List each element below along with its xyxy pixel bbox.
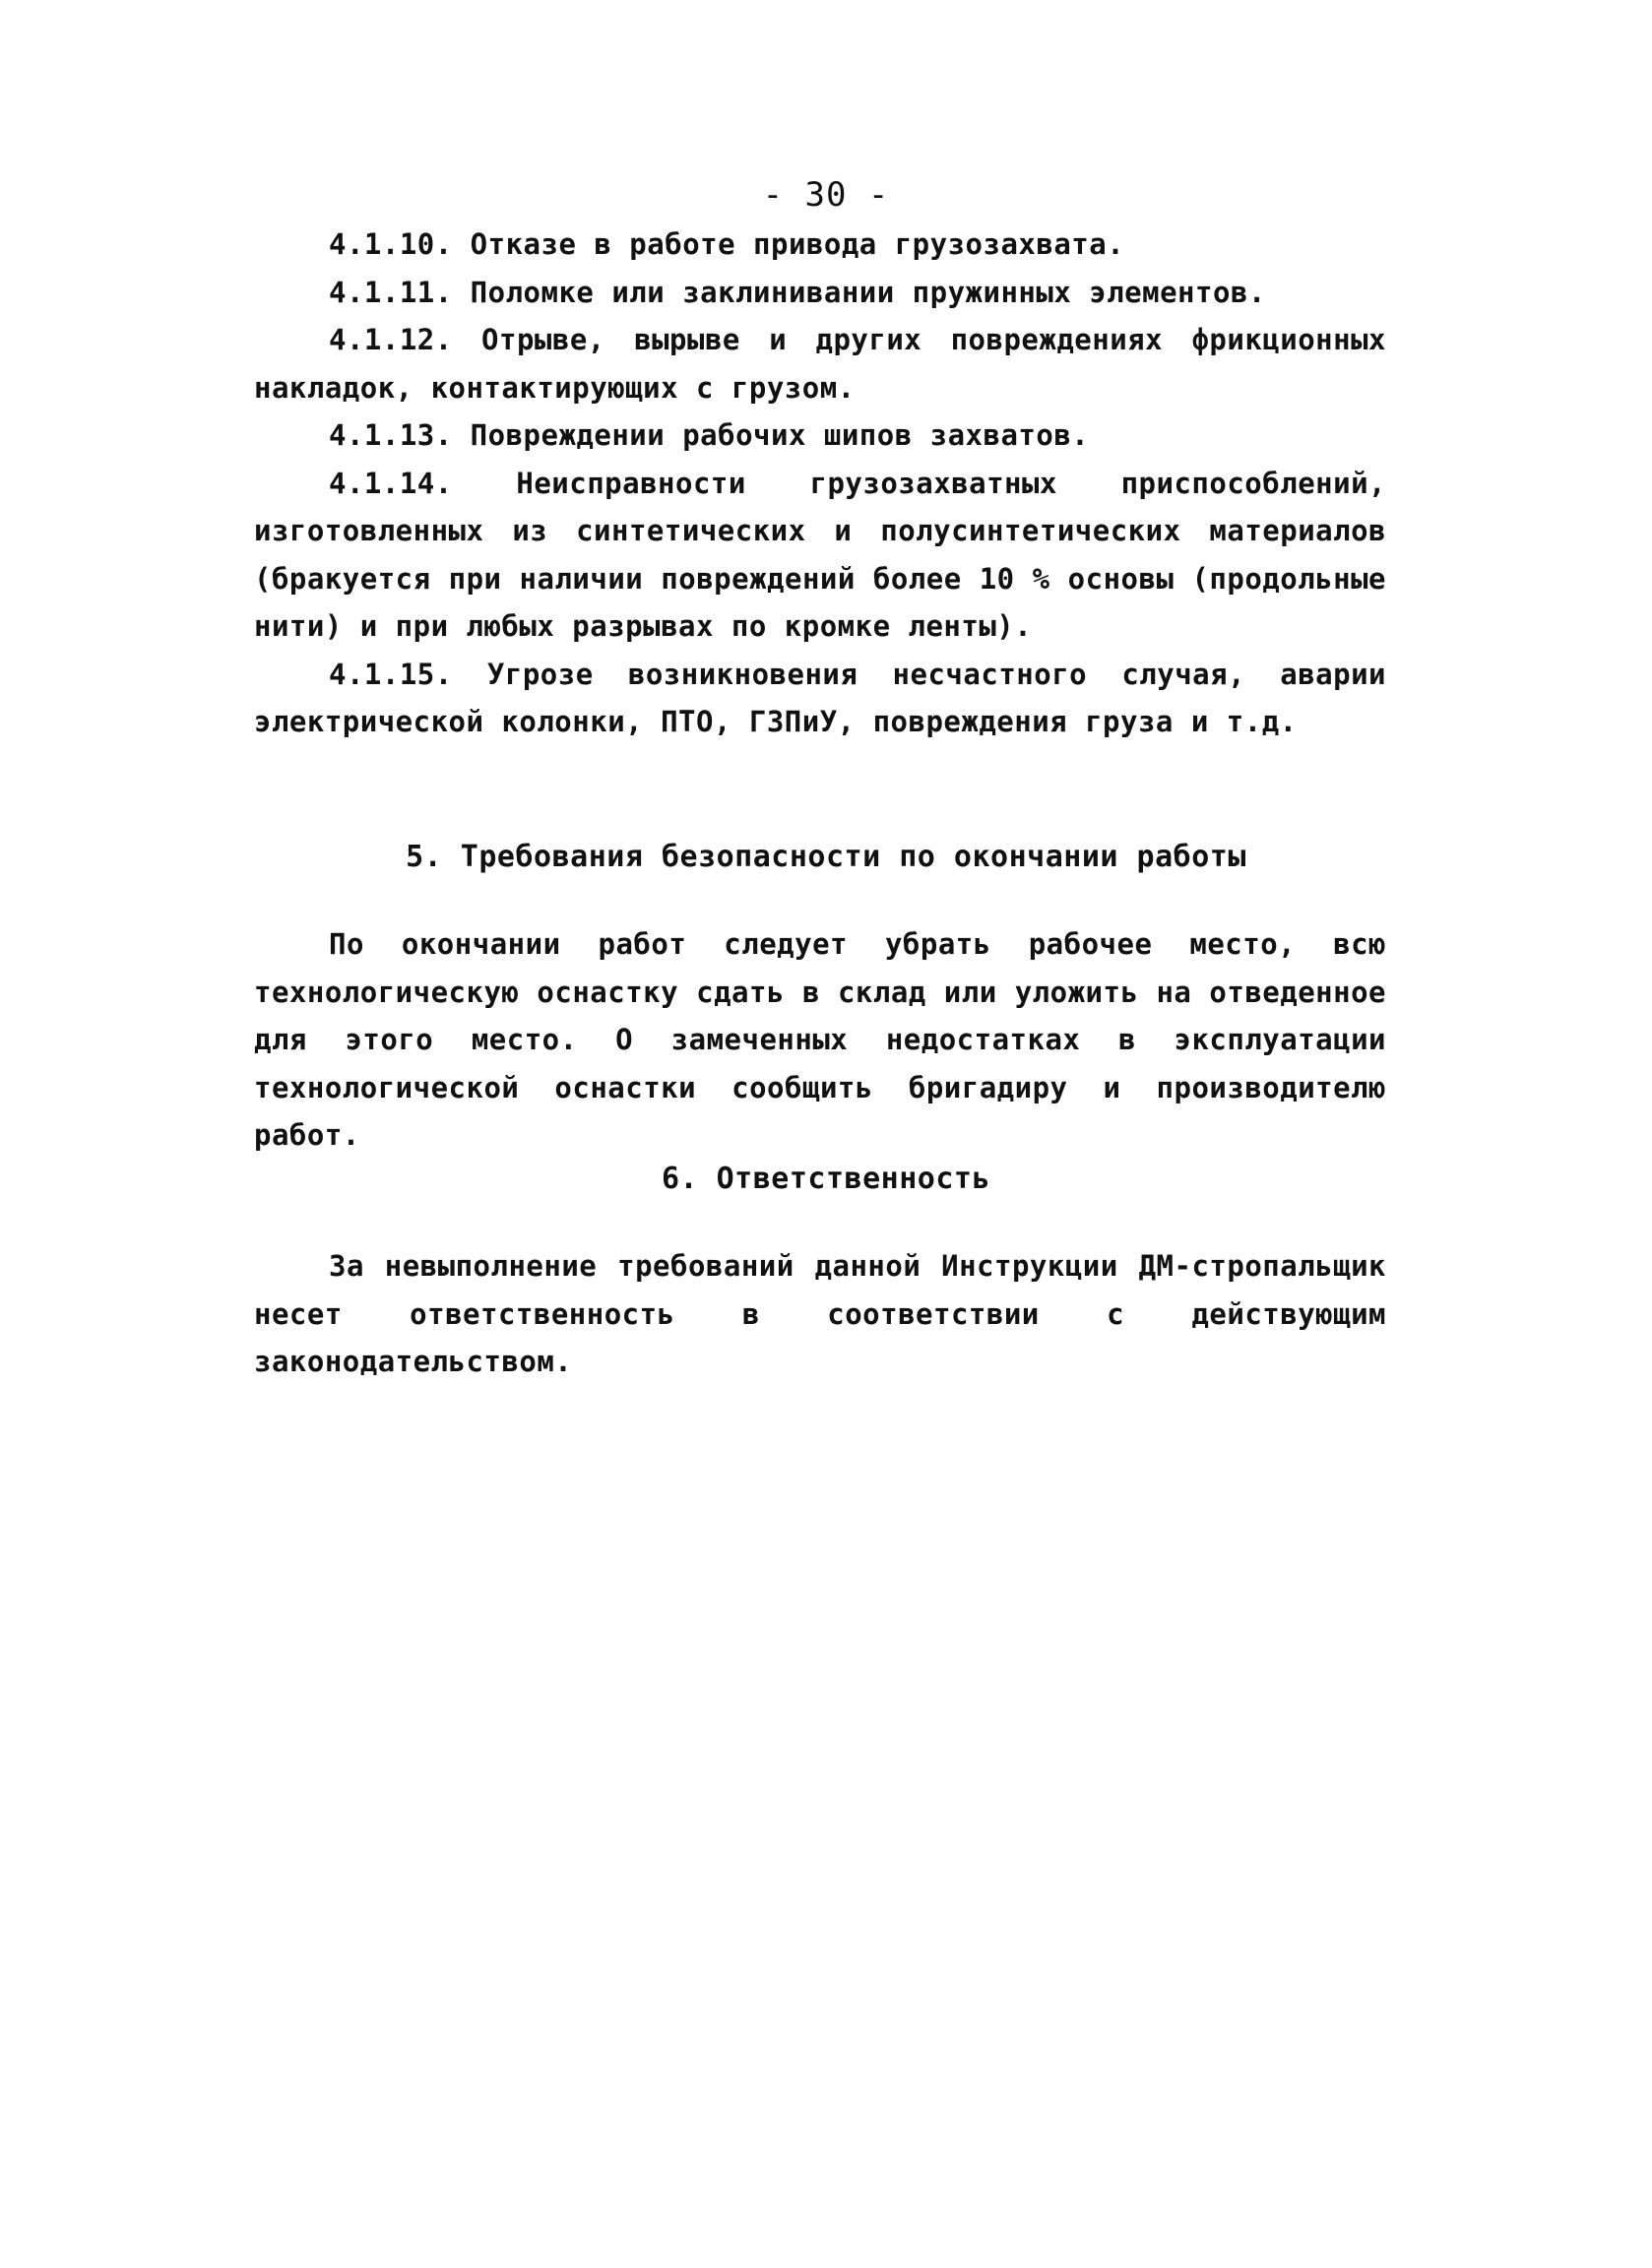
clause-list — [254, 220, 1386, 746]
page-number: - 30 - — [762, 175, 890, 215]
clause-4-1-11: 4.1.11. Поломке или заклинивании пружинных элементов. — [329, 275, 1266, 309]
section-5-body — [254, 920, 1386, 1160]
section-6-heading: 6. Ответственность — [661, 1162, 991, 1196]
clause-4-1-15: 4.1.15. Угрозе возникновения несчастного случая, аварии электрической колонки, ПТО, ГЗПиУ, повреждения груза и т.д. — [254, 657, 1386, 738]
section-6-paragraph: За невыполнение требований данной Инструкции ДМ-стропальщик несет ответственность в соответствии с действующим законодательством. — [254, 1249, 1386, 1378]
clause-4-1-12: 4.1.12. Отрыве, вырыве и других повреждениях фрикционных накладок, контактирующих с грузом. — [254, 323, 1386, 405]
section-5-paragraph: По окончании работ следует убрать рабочее место, всю технологическую оснастку сдать в склад или уложить на отведенное для этого место. О замеченных недостатках в эксплуатации технологической оснастки сообщить бригадиру и производителю работ. — [254, 927, 1386, 1152]
clause-4-1-14: 4.1.14. Неисправности грузозахватных приспособлений, изготовленных из синтетических и полусинтетических материалов (бракуется при наличии повреждений более 10 % основы (продольные нити) и при любых разрывах по кромке ленты). — [254, 466, 1386, 643]
section-6-body — [254, 1242, 1386, 1386]
clause-4-1-13: 4.1.13. Повреждении рабочих шипов захватов. — [329, 418, 1090, 452]
clause-4-1-10: 4.1.10. Отказе в работе привода грузозахвата. — [329, 227, 1125, 261]
section-5-heading: 5. Требования безопасности по окончании работы — [406, 840, 1246, 874]
